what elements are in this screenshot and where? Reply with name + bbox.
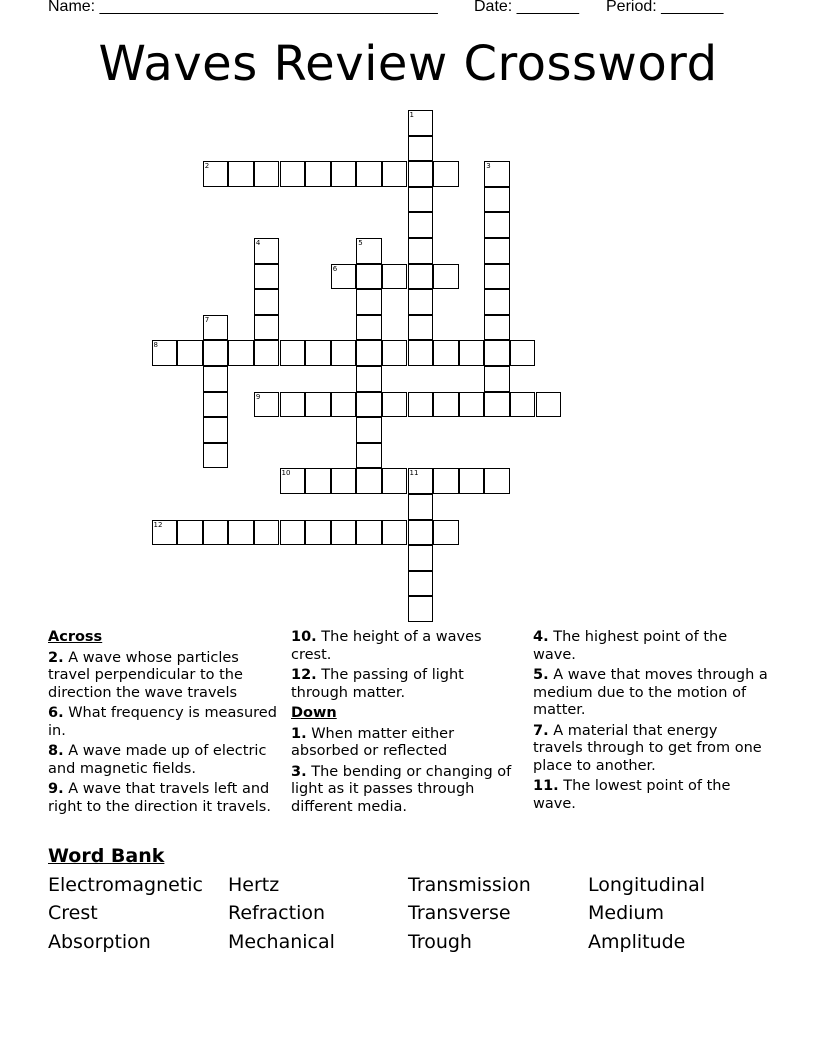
crossword-cell[interactable] [331, 340, 357, 366]
word-bank-item: Mechanical [228, 931, 335, 953]
clue-item-number: 9. [48, 781, 64, 797]
crossword-cell[interactable] [254, 289, 280, 315]
down-heading: Down [291, 705, 337, 721]
clue-number: 1 [409, 111, 414, 119]
clue-number: 5 [358, 239, 363, 247]
clue-item [533, 667, 769, 720]
crossword-cell[interactable] [433, 468, 459, 494]
crossword-cell[interactable] [331, 520, 357, 546]
clue-item-number: 3. [291, 763, 307, 780]
clue-item-number: 2. [48, 649, 64, 666]
clue-number: 7 [204, 315, 210, 324]
crossword-cell[interactable] [254, 340, 280, 366]
crossword-cell[interactable] [280, 392, 306, 418]
word-bank-item: Transmission [408, 874, 531, 896]
clue-item [291, 726, 517, 761]
down-clue-list [291, 726, 517, 817]
crossword-cell[interactable] [408, 468, 434, 494]
crossword-cell[interactable] [254, 238, 280, 264]
crossword-cell[interactable] [433, 340, 459, 366]
clue-item-text: The bending or changing of light as it passes through different media. [291, 763, 512, 815]
clue-item-number: 11. [533, 778, 559, 794]
crossword-cell[interactable] [254, 520, 280, 546]
clue-number: 10 [281, 469, 291, 478]
crossword-cell[interactable] [510, 392, 536, 418]
clue-item [48, 650, 280, 703]
clue-number: 11 [409, 469, 419, 478]
crossword-cell[interactable] [382, 340, 408, 366]
clue-item-number: 6. [48, 705, 64, 721]
clue-item [291, 764, 517, 817]
clue-item-text: A wave that travels left and right to the direction it travels. [48, 781, 271, 815]
clue-item-number: 12. [291, 667, 317, 683]
crossword-cell[interactable] [331, 264, 357, 290]
clue-item [48, 705, 280, 740]
crossword-cell[interactable] [484, 264, 510, 290]
crossword-cell[interactable] [356, 238, 382, 264]
crossword-cell[interactable] [408, 315, 434, 341]
clue-item [48, 743, 280, 778]
clue-item-number: 4. [533, 629, 549, 645]
crossword-cell[interactable] [254, 161, 280, 187]
crossword-cell[interactable] [280, 520, 306, 546]
clue-item-text: A wave made up of electric and magnetic fields. [48, 743, 267, 777]
crossword-cell[interactable] [356, 340, 382, 366]
clues-column-2 [291, 629, 517, 819]
crossword-cell[interactable] [203, 443, 229, 469]
crossword-cell[interactable] [484, 289, 510, 315]
word-bank-item: Longitudinal [588, 874, 706, 896]
period-field-label: Period: _______ [606, 0, 724, 15]
clue-number: 6 [332, 264, 338, 273]
word-bank-item: Medium [588, 902, 664, 924]
crossword-cell[interactable] [408, 596, 434, 622]
crossword-cell[interactable] [433, 264, 459, 290]
crossword-cell[interactable] [203, 520, 229, 546]
crossword-cell[interactable] [177, 340, 203, 366]
crossword-cell[interactable] [305, 520, 331, 546]
crossword-cell[interactable] [280, 340, 306, 366]
crossword-cell[interactable] [177, 520, 203, 546]
clue-item-number: 7. [533, 722, 549, 739]
crossword-cell[interactable] [382, 264, 408, 290]
word-bank-item: Trough [408, 931, 472, 953]
across-heading: Across [48, 629, 103, 645]
crossword-cell[interactable] [484, 238, 510, 264]
name-field-label: Name: ______________________________________ [48, 0, 438, 15]
clue-item-text: The lowest point of the wave. [533, 778, 731, 812]
clue-item-text: A wave whose particles travel perpendicular to the direction the wave travels [48, 649, 243, 701]
crossword-cell[interactable] [484, 392, 510, 418]
crossword-cell[interactable] [356, 264, 382, 290]
crossword-cell[interactable] [280, 161, 306, 187]
crossword-cell[interactable] [356, 161, 382, 187]
crossword-cell[interactable] [408, 520, 434, 546]
crossword-cell[interactable] [408, 571, 434, 597]
date-field-label: Date: _______ [474, 0, 579, 15]
crossword-cell[interactable] [305, 340, 331, 366]
crossword-cell[interactable] [254, 392, 280, 418]
clue-item-text: A wave that moves through a medium due to the motion of matter. [533, 667, 768, 718]
crossword-cell[interactable] [305, 161, 331, 187]
crossword-cell[interactable] [484, 212, 510, 238]
clue-item-text: What frequency is measured in. [48, 705, 277, 739]
crossword-cell[interactable] [408, 161, 434, 187]
across-clue-list [48, 650, 280, 817]
crossword-cell[interactable] [484, 315, 510, 341]
word-bank-item: Crest [48, 902, 98, 924]
clue-item-text: The highest point of the wave. [533, 629, 728, 663]
word-bank-title: Word Bank [48, 845, 165, 867]
clue-number: 12 [153, 520, 163, 529]
crossword-cell[interactable] [408, 494, 434, 520]
crossword-cell[interactable] [433, 161, 459, 187]
clue-number: 4 [255, 239, 261, 247]
crossword-cell[interactable] [356, 289, 382, 315]
crossword-cell[interactable] [203, 392, 229, 418]
crossword-cell[interactable] [203, 161, 229, 187]
clue-item [533, 629, 769, 664]
word-bank-item: Transverse [408, 902, 511, 924]
down-clue-list-continued [533, 629, 769, 813]
page-title: Waves Review Crossword [98, 36, 718, 92]
crossword-cell[interactable] [484, 187, 510, 213]
crossword-cell[interactable] [408, 212, 434, 238]
word-bank-item: Hertz [228, 874, 280, 896]
crossword-cell[interactable] [459, 340, 485, 366]
crossword-cell[interactable] [382, 520, 408, 546]
across-clue-list-continued [291, 629, 517, 702]
crossword-cell[interactable] [408, 340, 434, 366]
clues-column-3 [533, 629, 769, 816]
crossword-cell[interactable] [254, 264, 280, 290]
crossword-cell[interactable] [228, 161, 254, 187]
clue-item-number: 1. [291, 725, 307, 742]
crossword-cell[interactable] [356, 417, 382, 443]
crossword-cell[interactable] [408, 187, 434, 213]
crossword-cell[interactable] [382, 468, 408, 494]
clue-item-number: 5. [533, 667, 549, 683]
crossword-cell[interactable] [228, 520, 254, 546]
clue-item [291, 667, 517, 702]
crossword-cell[interactable] [510, 340, 536, 366]
crossword-cell[interactable] [408, 545, 434, 571]
crossword-cell[interactable] [408, 136, 434, 162]
crossword-cell[interactable] [459, 392, 485, 418]
clue-number: 9 [255, 392, 261, 401]
crossword-cell[interactable] [408, 110, 434, 136]
crossword-cell[interactable] [305, 392, 331, 418]
crossword-cell[interactable] [356, 315, 382, 341]
clues-column-1 [48, 629, 280, 819]
crossword-cell[interactable] [203, 366, 229, 392]
crossword-cell[interactable] [408, 238, 434, 264]
crossword-cell[interactable] [484, 161, 510, 187]
clue-number: 2 [204, 162, 210, 171]
crossword-cell[interactable] [203, 315, 229, 341]
crossword-cell[interactable] [433, 520, 459, 546]
clue-number: 3 [486, 162, 491, 171]
clue-item [533, 778, 769, 813]
crossword-cell[interactable] [382, 161, 408, 187]
crossword-cell[interactable] [331, 392, 357, 418]
crossword-cell[interactable] [203, 340, 229, 366]
crossword-cell[interactable] [433, 392, 459, 418]
crossword-cell[interactable] [408, 289, 434, 315]
clue-item-text: A material that energy travels through to get from one place to another. [533, 722, 762, 774]
clue-number: 8 [153, 341, 158, 350]
crossword-cell[interactable] [280, 468, 306, 494]
crossword-cell[interactable] [484, 340, 510, 366]
crossword-cell[interactable] [408, 264, 434, 290]
crossword-cell[interactable] [484, 366, 510, 392]
crossword-cell[interactable] [484, 468, 510, 494]
crossword-cell[interactable] [356, 366, 382, 392]
clue-item-number: 10. [291, 629, 317, 645]
crossword-cell[interactable] [382, 392, 408, 418]
clue-item-text: The height of a waves crest. [291, 629, 482, 663]
crossword-cell[interactable] [408, 392, 434, 418]
word-bank-item: Absorption [48, 931, 151, 953]
crossword-cell[interactable] [152, 520, 178, 546]
crossword-cell[interactable] [356, 443, 382, 469]
crossword-cell[interactable] [459, 468, 485, 494]
crossword-cell[interactable] [152, 340, 178, 366]
clue-item-text: When matter either absorbed or reflected [291, 725, 455, 759]
word-bank-item: Electromagnetic [48, 874, 204, 896]
clue-item [291, 629, 517, 664]
crossword-cell[interactable] [228, 340, 254, 366]
word-bank-item: Refraction [228, 902, 326, 924]
crossword-cell[interactable] [536, 392, 562, 418]
crossword-cell[interactable] [254, 315, 280, 341]
crossword-cell[interactable] [331, 468, 357, 494]
crossword-cell[interactable] [356, 392, 382, 418]
clue-item [48, 781, 280, 816]
crossword-cell[interactable] [305, 468, 331, 494]
crossword-cell[interactable] [331, 161, 357, 187]
word-bank-item: Amplitude [588, 931, 686, 953]
crossword-cell[interactable] [356, 520, 382, 546]
clue-item [533, 723, 769, 776]
clue-item-text: The passing of light through matter. [291, 667, 464, 701]
crossword-cell[interactable] [356, 468, 382, 494]
clue-item-number: 8. [48, 743, 64, 759]
crossword-cell[interactable] [203, 417, 229, 443]
